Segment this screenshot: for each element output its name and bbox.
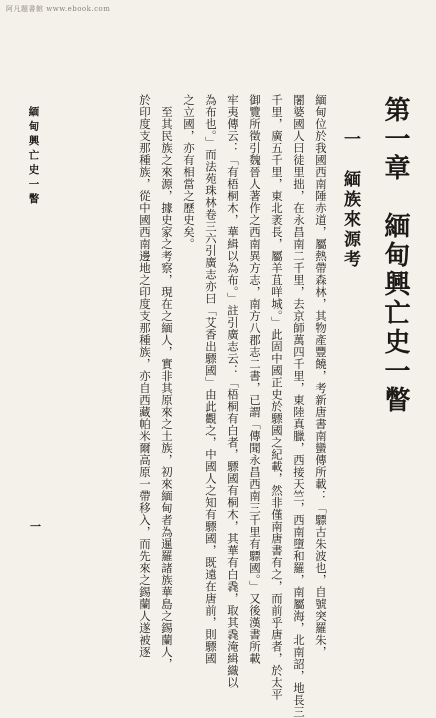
body-column-7: 之立國，亦有相當之歷史矣。: [182, 94, 196, 250]
body-column-1: 緬甸位於我國西南陲赤道，屬熱帶森林，其物產豐饒，考新唐書南蠻傳所載：「驃古朱波也，自號突羅朱，: [314, 94, 328, 658]
page-number: 一: [30, 520, 41, 533]
body-column-5: 牢夷傳云：「有梧桐木，華緝以為布。」註引廣志云：「梧桐有白者，驃國有桐木，其華有白毳，取其毳淹緝織以: [226, 94, 240, 689]
body-column-2: 闍婆國人曰徒里拙，在永昌南二千里，去京師萬四千里，東陸真臘，西接天竺，西南墮和羅，南屬海，北南詔，地長三: [292, 94, 306, 718]
watermark: 阿凡題書館 www.ebook.com: [6, 5, 111, 13]
body-column-8: 至其民族之來源，據史家之考察，現在之緬人，實非其原來之土族，初來緬甸者為暹羅諸族華島之錫蘭人，: [160, 106, 174, 670]
section-title: 一 緬族來源考: [340, 130, 360, 270]
body-column-4: 御覽所徵引魏晉人著作之西南異方志，南方八郡志二書，已謂「傳聞永昌西南三千里有驃國。」又後漢書所載: [248, 94, 262, 665]
body-column-6: 為布也。」而法苑珠林卷三六引廣志亦曰「艾香出驃國」由此觀之，中國人之知有驃國，既遠在唐前，則驃國: [204, 94, 218, 665]
chapter-title: 第一章 緬甸興亡史一瞥: [380, 96, 410, 415]
body-column-3: 千里，廣五千里，東北袤長，屬羊苴咩城。」此固中國正史於驃國之紀載，然非僅南唐書有之，而前乎唐者，於太平: [270, 94, 284, 701]
body-column-9: 於印度支那種族，從中國西南邊地之印度支那種族，亦自西藏帕米爾高原一帶移入，而先來之錫蘭人遂被逐: [138, 94, 152, 658]
running-title: 緬甸興亡史一瞥: [27, 106, 40, 208]
